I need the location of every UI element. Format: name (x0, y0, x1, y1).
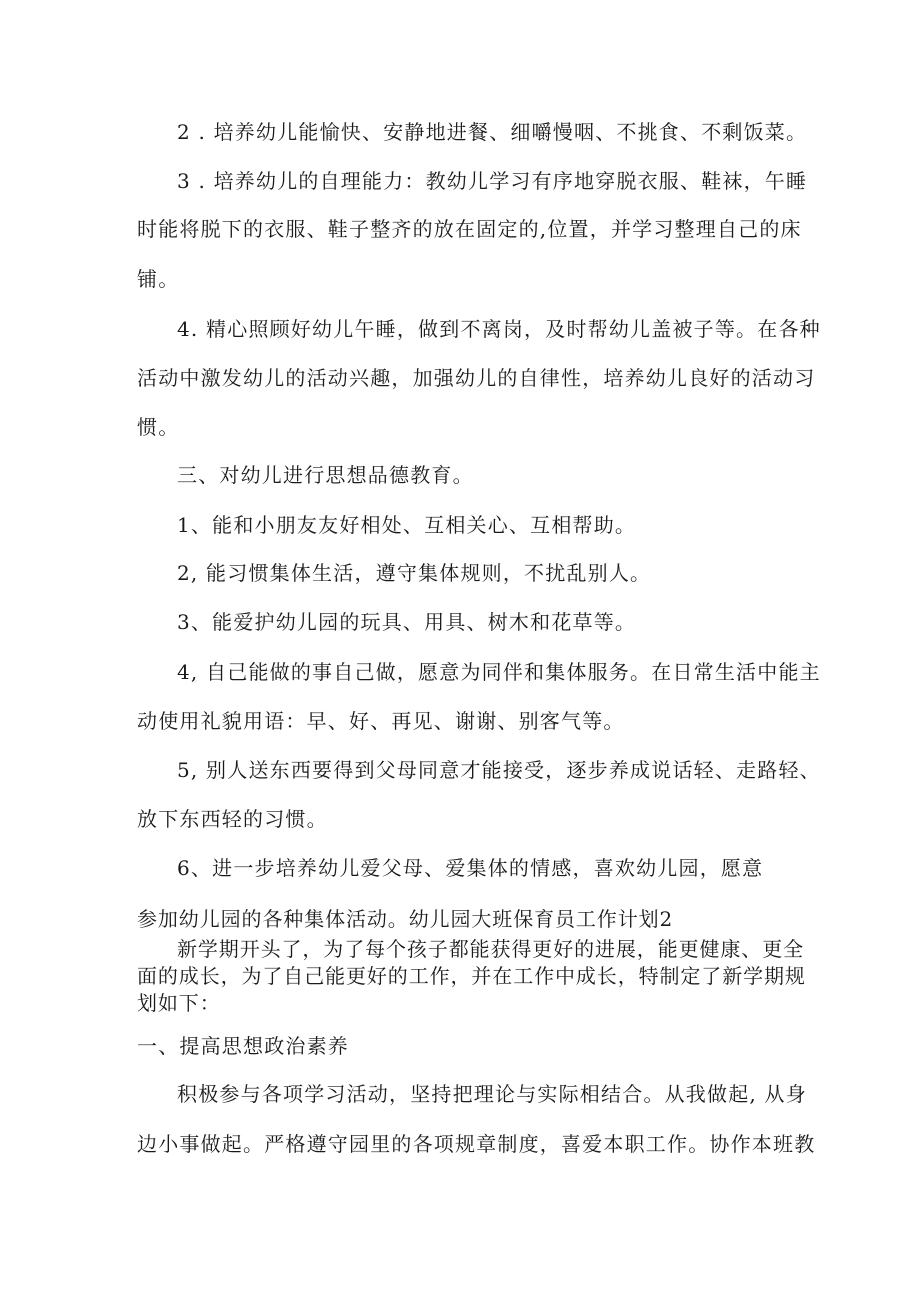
text-line: 新学期开头了，为了每个孩子都能获得更好的进展，能更健康、更全 (177, 937, 804, 961)
text-line: 2, 能习惯集体生活，遵守集体规则，不扰乱别人。 (177, 561, 652, 585)
section-heading: 一、提高思想政治素养 (137, 1034, 349, 1058)
document-title-line: 参加幼儿园的各种集体活动。幼儿园大班保育员工作计划2 (137, 907, 674, 931)
text-line: 划如下： (137, 991, 221, 1015)
text-line: 动使用礼貌用语：早、好、再见、谢谢、别客气等。 (137, 709, 625, 733)
text-line: 3 . 培养幼儿的自理能力：教幼儿学习有序地穿脱衣服、鞋袜，午睡 (177, 169, 808, 193)
text-line: 面的成长，为了自己能更好的工作，并在工作中成长，特制定了新学期规 (137, 964, 806, 988)
text-line: 时能将脱下的衣服、鞋子整齐的放在固定的,位置，并学习整理自己的床 (137, 217, 802, 241)
text-line: 放下东西轻的习惯。 (137, 807, 328, 831)
text-line: 惯。 (137, 415, 180, 439)
text-line: 2 . 培养幼儿能愉快、安静地进餐、细嚼慢咽、不挑食、不剩饭菜。 (177, 120, 808, 144)
text-line: 铺。 (137, 267, 180, 291)
text-line: 4. 精心照顾好幼儿午睡，做到不离岗，及时帮幼儿盖被子等。在各种 (177, 317, 821, 341)
text-line: 活动中激发幼儿的活动兴趣，加强幼儿的自律性，培养幼儿良好的活动习 (137, 366, 816, 390)
text-line: 6、进一步培养幼儿爱父母、爱集体的情感，喜欢幼儿园，愿意 (177, 856, 764, 880)
text-line: 边小事做起。严格遵守园里的各项规章制度，喜爱本职工作。协作本班教 (137, 1132, 816, 1156)
section-heading: 三、对幼儿进行思想品德教育。 (177, 463, 474, 487)
text-line: 5, 别人送东西要得到父母同意才能接受，逐步养成说话轻、走路轻、 (177, 758, 821, 782)
text-line: 积极参与各项学习活动，坚持把理论与实际相结合。从我做起, 从身 (177, 1082, 807, 1106)
text-line: 3、能爱护幼儿园的玩具、用具、树木和花草等。 (177, 610, 637, 634)
text-line: 1、能和小朋友友好相处、互相关心、互相帮助。 (177, 513, 637, 537)
text-line: 4, 自己能做的事自己做，愿意为同伴和集体服务。在日常生活中能主 (177, 660, 821, 684)
